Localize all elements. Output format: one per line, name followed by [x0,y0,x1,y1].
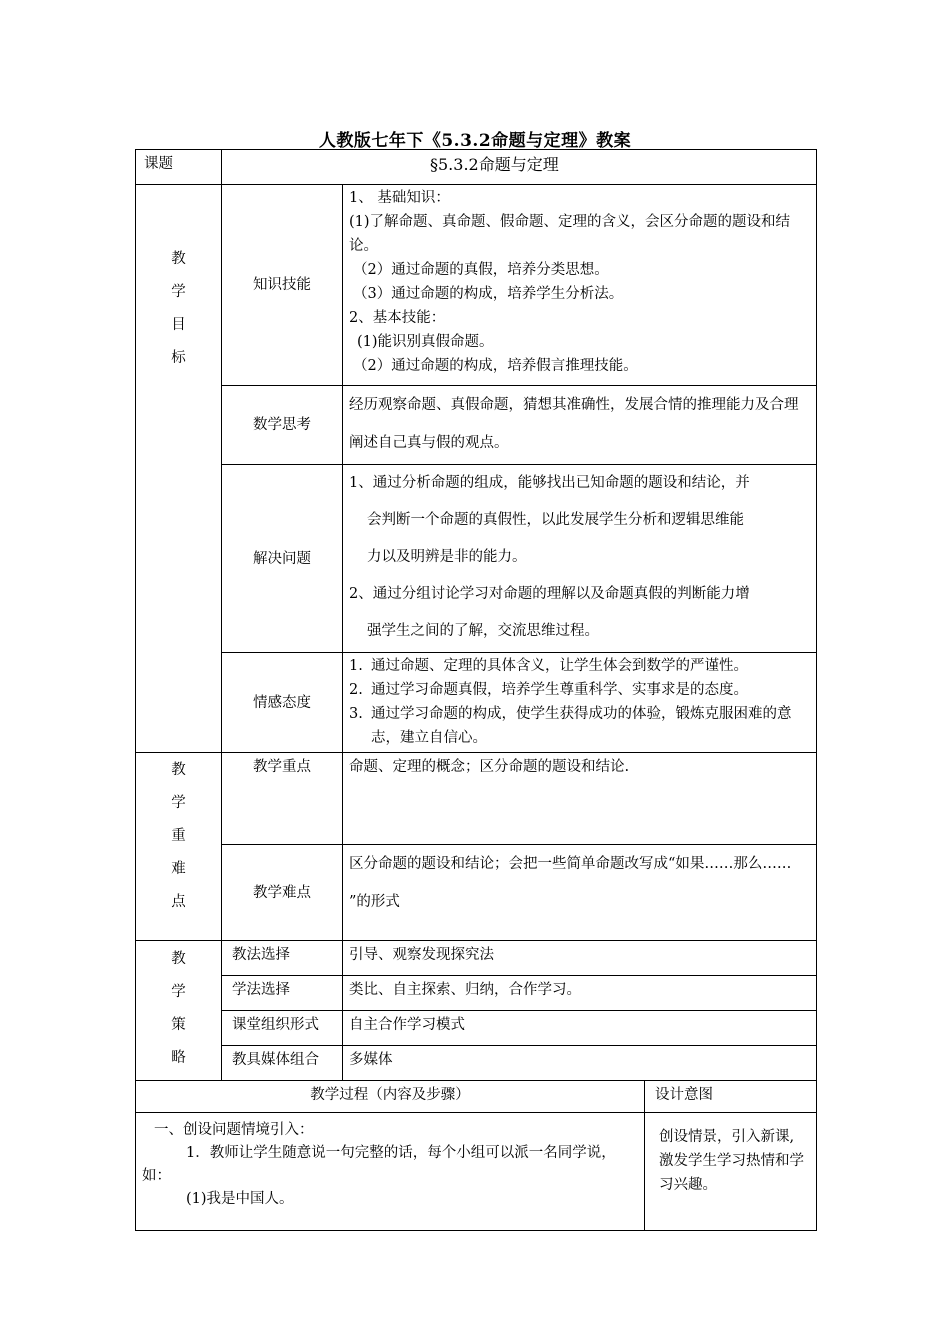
intent-header: 设计意图 [645,1081,817,1113]
key-points-label-char: 教 [171,762,186,778]
knowledge-line: （2）通过命题的构成，培养假言推理技能。 [353,358,638,374]
knowledge-line: (1)能识别真假命题。 [357,334,494,350]
key-points-label-char: 难 [171,861,186,877]
key-points-label-char: 学 [171,795,186,811]
objective-knowledge-row [136,185,817,386]
topic-row [136,150,817,185]
emotion-item: 3. 通过学习命题的构成，使学生获得成功的体验，锻炼克服困难的意志，建立自信心。 [349,706,792,746]
strategy-label-char: 教 [171,951,186,967]
process-content-row [136,1113,817,1231]
emotion-item: 2. 通过学习命题真假，培养学生尊重科学、实事求是的态度。 [349,682,748,698]
lesson-plan-table-wrapper [135,149,816,1231]
key-point-row [136,753,817,845]
process-step: 1．教师让学生随意说一句完整的话，每个小组可以派一名同学说，如： [142,1145,616,1184]
problem-item: 1、通过分析命题的组成，能够找出已知命题的题设和结论，并 [349,475,750,491]
strategy-row-value: 自主合作学习模式 [343,1011,817,1046]
emotion-label: 情感态度 [222,653,343,753]
intent-content: 创设情景，引入新课,激发学生学习热情和学习兴趣。 [645,1113,817,1231]
knowledge-line: （3）通过命题的构成，培养学生分析法。 [353,286,624,302]
emotion-content [343,653,817,753]
objectives-label-char: 教 [171,251,186,267]
process-header: 教学过程（内容及步骤） [136,1081,645,1113]
objective-emotion-row [136,653,817,753]
difficulty-row [136,845,817,941]
knowledge-line: 2、基本技能： [349,310,446,326]
process-example: (1)我是中国人。 [186,1191,294,1207]
problem-item-cont: 力以及明辨是非的能力。 [367,549,527,565]
strategy-label-char: 略 [171,1050,186,1066]
emotion-item: 1. 通过命题、定理的具体含义，让学生体会到数学的严谨性。 [349,658,748,674]
problem-label: 解决问题 [222,465,343,653]
strategy-row-label: 学法选择 [222,976,343,1011]
strategy-row [136,941,817,976]
problem-item: 2、通过分组讨论学习对命题的理解以及命题真假的判断能力增 [349,586,750,602]
topic-value: §5.3.2命题与定理 [222,150,817,185]
problem-content [343,465,817,653]
process-header-row [136,1081,817,1113]
strategy-row-label: 课堂组织形式 [222,1011,343,1046]
process-section-title: 一、创设问题情境引入： [154,1122,314,1138]
lesson-plan-table [135,149,817,1231]
objectives-label-char: 标 [171,350,186,366]
knowledge-content [343,185,817,386]
strategy-row [136,976,817,1011]
document-title: 人教版七年下《5.3.2命题与定理》教案 [318,131,632,151]
knowledge-line: (1)了解命题、真命题、假命题、定理的含义，会区分命题的题设和结论。 [349,214,791,254]
objective-thinking-row [136,386,817,465]
topic-label: 课题 [136,150,222,185]
thinking-label: 数学思考 [222,386,343,465]
strategy-label [136,941,222,1081]
strategy-row-value: 类比、自主探索、归纳，合作学习。 [343,976,817,1011]
key-points-label-char: 点 [171,894,186,910]
strategy-row-value: 引导、观察发现探究法 [343,941,817,976]
strategy-row-label: 教法选择 [222,941,343,976]
thinking-content: 经历观察命题、真假命题，猜想其准确性，发展合情的推理能力及合理阐述自己真与假的观点。 [343,386,817,465]
difficulty-label: 教学难点 [222,845,343,941]
key-points-label-char: 重 [171,828,186,844]
knowledge-label: 知识技能 [222,185,343,386]
objectives-label [136,185,222,753]
key-points-label [136,753,222,941]
strategy-row [136,1011,817,1046]
knowledge-line: 1、 基础知识： [349,190,450,206]
strategy-row [136,1046,817,1081]
problem-item-cont: 强学生之间的了解，交流思维过程。 [367,623,599,639]
process-content [136,1113,645,1231]
focus-content: 命题、定理的概念；区分命题的题设和结论. [343,753,817,845]
problem-item-cont: 会判断一个命题的真假性，以此发展学生分析和逻辑思维能 [367,512,744,528]
knowledge-line: （2）通过命题的真假，培养分类思想。 [353,262,609,278]
objective-problem-row [136,465,817,653]
objectives-label-char: 目 [171,317,186,333]
focus-label: 教学重点 [222,753,343,845]
strategy-label-char: 学 [171,984,186,1000]
strategy-row-label: 教具媒体组合 [222,1046,343,1081]
strategy-row-value: 多媒体 [343,1046,817,1081]
difficulty-content: 区分命题的题设和结论；会把一些简单命题改写成“如果……那么…… ”的形式 [343,845,817,941]
objectives-label-char: 学 [171,284,186,300]
strategy-label-char: 策 [171,1017,186,1033]
